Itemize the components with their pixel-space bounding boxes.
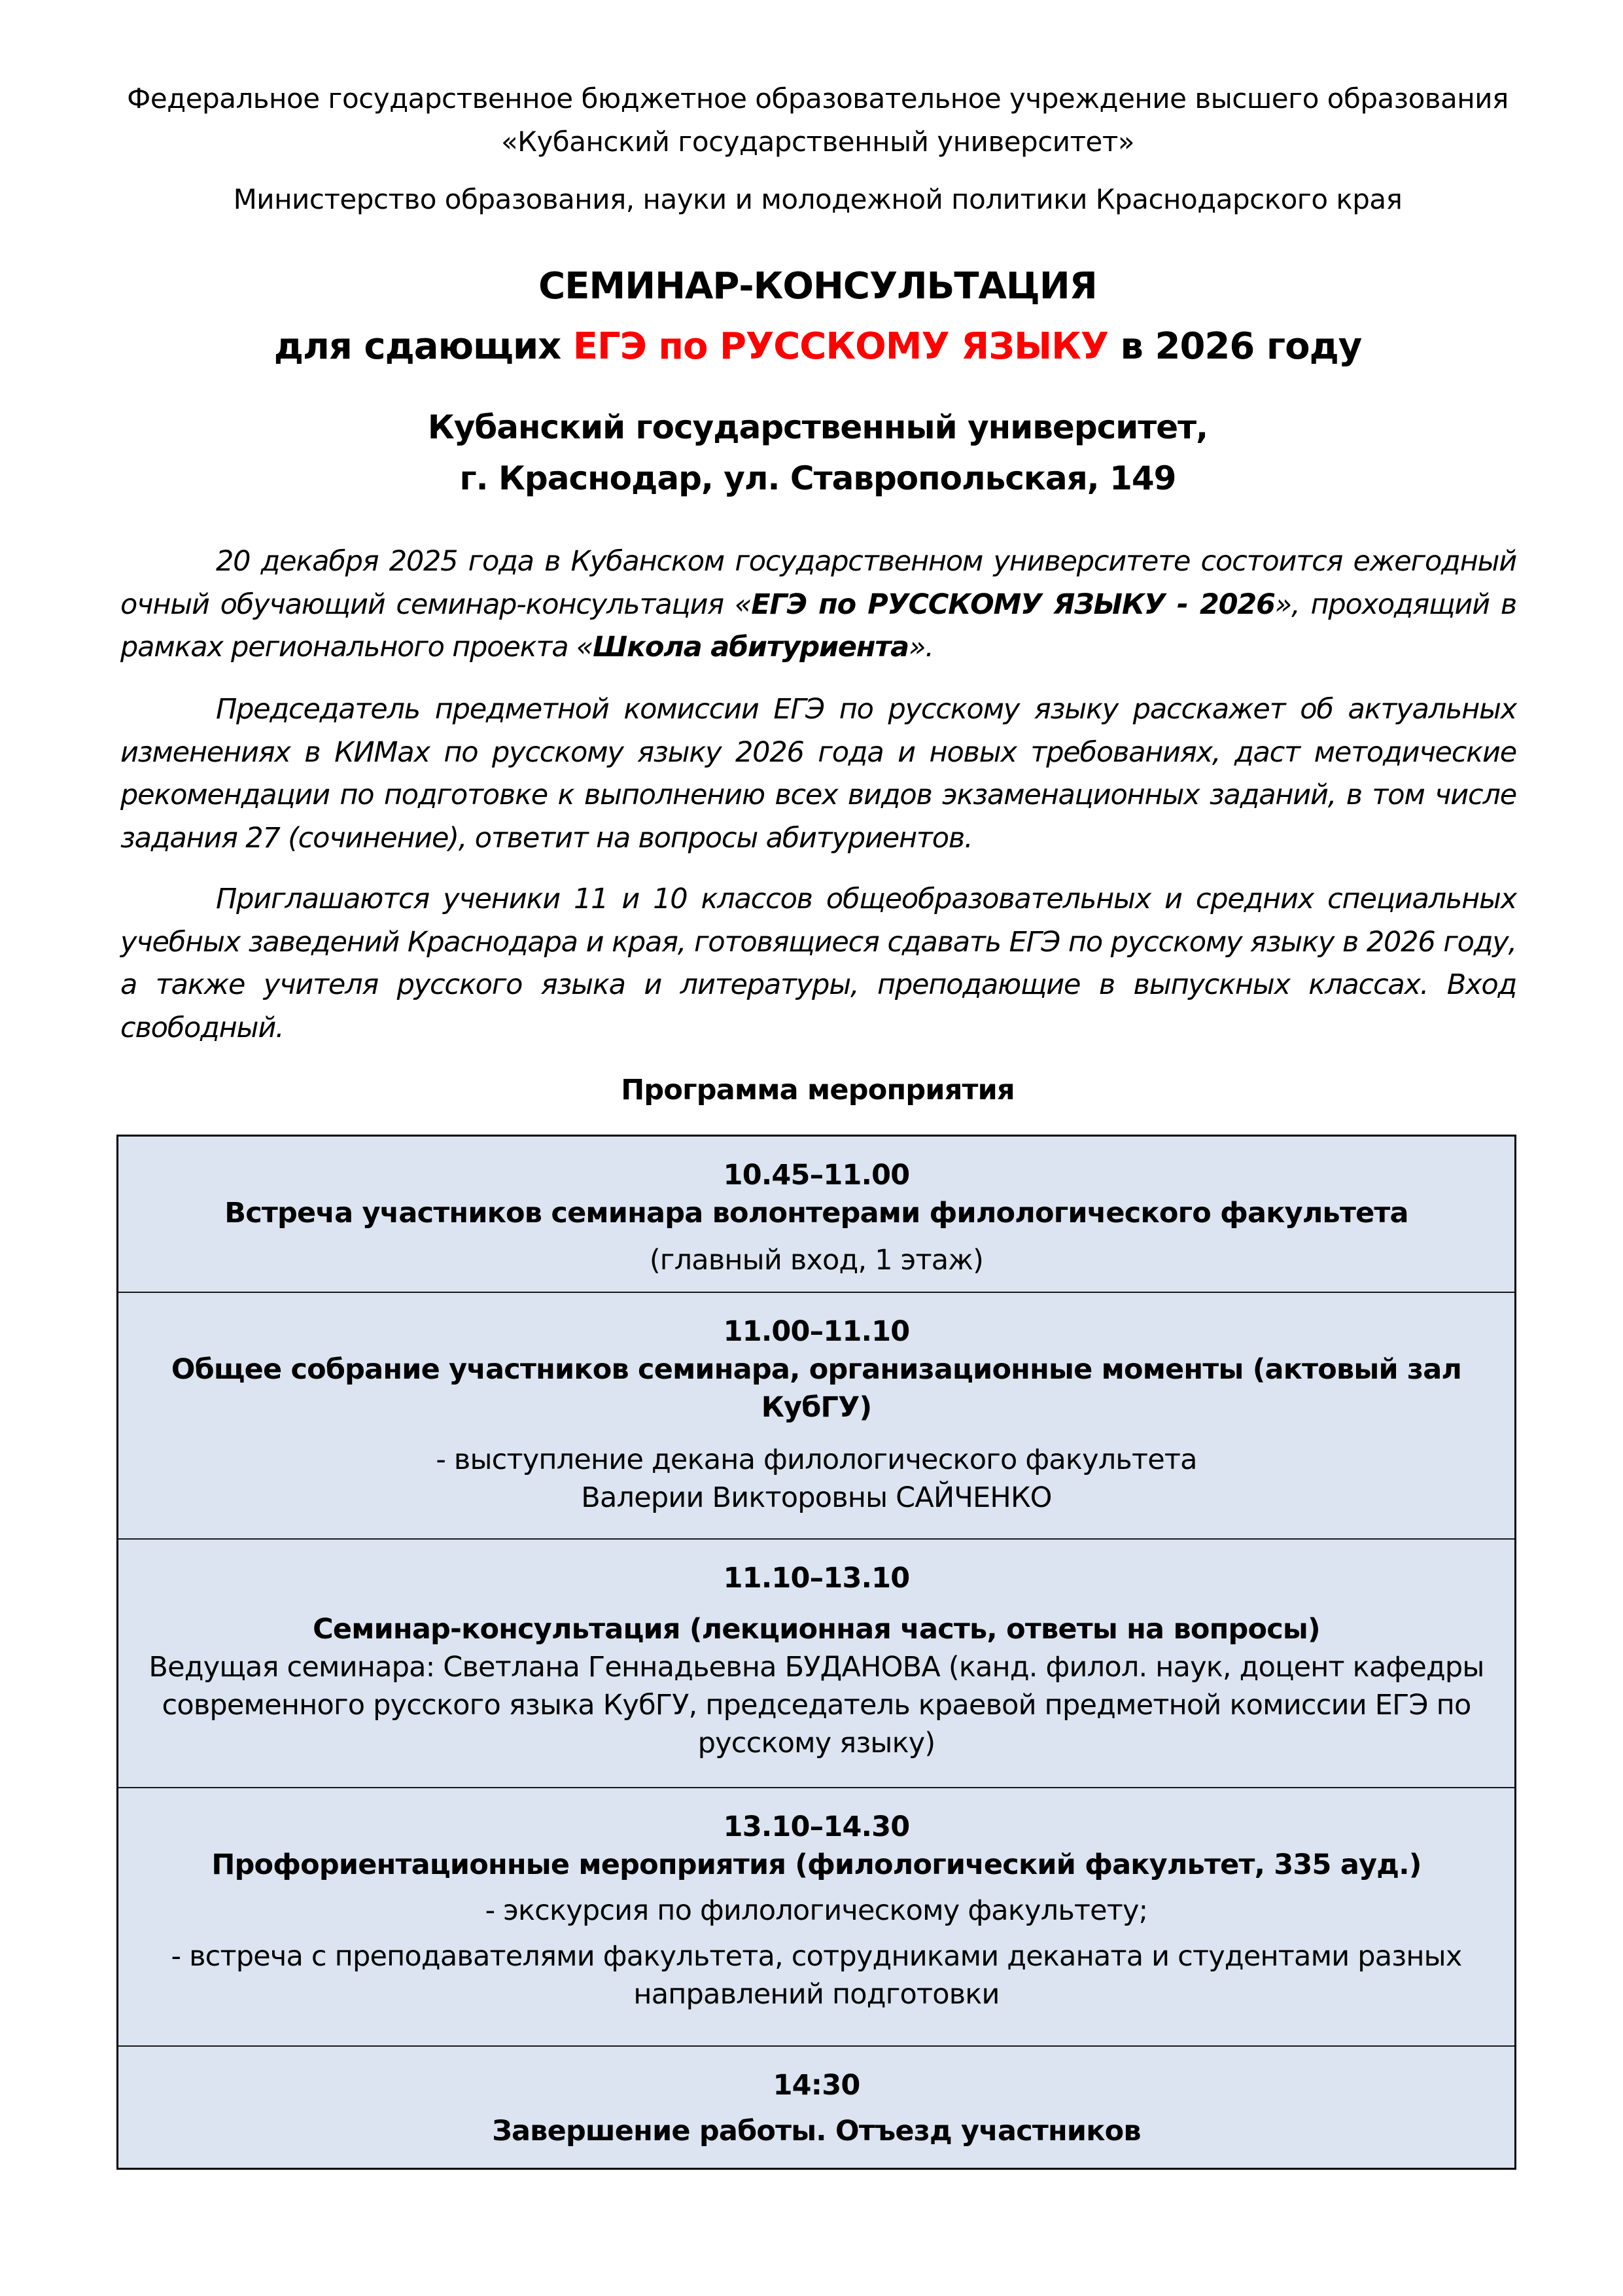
row-note-line-2: Валерии Викторовны САЙЧЕНКО [581,1481,1052,1514]
row-time: 10.45–11.00 [723,1159,910,1192]
schedule-row [118,1787,1514,2045]
title-line-2 [118,317,1518,377]
row-time: 11.00–11.10 [723,1315,910,1348]
invitation-paragraph: Приглашаются ученики 11 и 10 классов общеобразовательных и средних специальных учебных заведений Краснодара и края, готовящиеся сдавать ЕГЭ по русскому языку в 2026 году, а также учителя русского языка и литературы, преподающие в выпускных классах. Вход свободный. [120,883,1516,1044]
schedule-row [118,2045,1514,2168]
row-note: (главный вход, 1 этаж) [649,1244,984,1277]
title-suffix: в 2026 году [1108,325,1362,368]
row-title: Общее собрание участников семинара, организационные моменты (актовый зал КубГУ) [171,1353,1462,1424]
row-title: Семинар-консультация (лекционная часть, ответы на вопросы) [313,1613,1320,1646]
row-time: 11.10–13.10 [723,1562,910,1595]
event-name: ЕГЭ по РУССКОМУ ЯЗЫКУ - 2026 [751,588,1275,621]
row-title: Встреча участников семинара волонтерами филологического факультета [224,1197,1408,1229]
row-description: Ведущая семинара: Светлана Геннадьевна БУДАНОВА (канд. филол. наук, доцент кафедры современного русского языка КубГУ, председатель краевой предметной комиссии ЕГЭ по русскому языку) [148,1651,1484,1759]
schedule-row [118,1137,1514,1292]
row-title: Завершение работы. Отъезд участников [492,2115,1141,2147]
ministry-name: Министерство образования, науки и молодежной политики Краснодарского края [233,183,1403,215]
program-schedule-table [116,1135,1516,2170]
row-note: - экскурсия по филологическому факультету; [485,1894,1148,1927]
description-paragraph: Председатель предметной комиссии ЕГЭ по русскому языку расскажет об актуальных изменениях в КИМах по русскому языку 2026 года и новых требованиях, даст методические рекомендации по подготовке к выполнению всех видов экзаменационных заданий, в том числе задания 27 (сочинение), ответит на вопросы абитуриентов. [120,693,1516,855]
schedule-row [118,1292,1514,1538]
row-title: Профориентационные мероприятия (филологический факультет, 335 ауд.) [211,1848,1422,1881]
schedule-row [118,1538,1514,1787]
document-title [118,256,1518,377]
row-time: 13.10–14.30 [723,1810,910,1843]
venue-address [118,402,1518,504]
intro-paragraph [120,540,1516,669]
address-line-1: Кубанский государственный университет, [427,408,1208,446]
title-accent: ЕГЭ по РУССКОМУ ЯЗЫКУ [572,325,1109,368]
organization-name: Федеральное государственное бюджетное образовательное учреждение высшего образования «Кубанский государственный университет» [127,82,1509,158]
row-note [131,1441,1501,1517]
project-name: Школа абитуриента [593,631,909,663]
intro-text-middle: », проходящий в рамках регионального проекта « [120,588,1516,663]
program-title: Программа мероприятия [621,1074,1015,1106]
row-note-2: - встреча с преподавателями факультета, сотрудниками деканата и студентами разных направлений подготовки [171,1940,1462,2011]
intro-text-before: 20 декабря 2025 года в Кубанском государственном университете состоится ежегодный очный обучающий семинар-консультация « [120,545,1516,621]
row-time: 14:30 [773,2069,860,2102]
row-note-line-1: - выступление декана филологического факультета [436,1443,1197,1476]
address-line-2: г. Краснодар, ул. Ставропольская, 149 [459,459,1176,497]
title-prefix: для сдающих [273,325,573,368]
intro-text-after: ». [908,631,934,663]
title-line-1: СЕМИНАР-КОНСУЛЬТАЦИЯ [538,265,1097,308]
